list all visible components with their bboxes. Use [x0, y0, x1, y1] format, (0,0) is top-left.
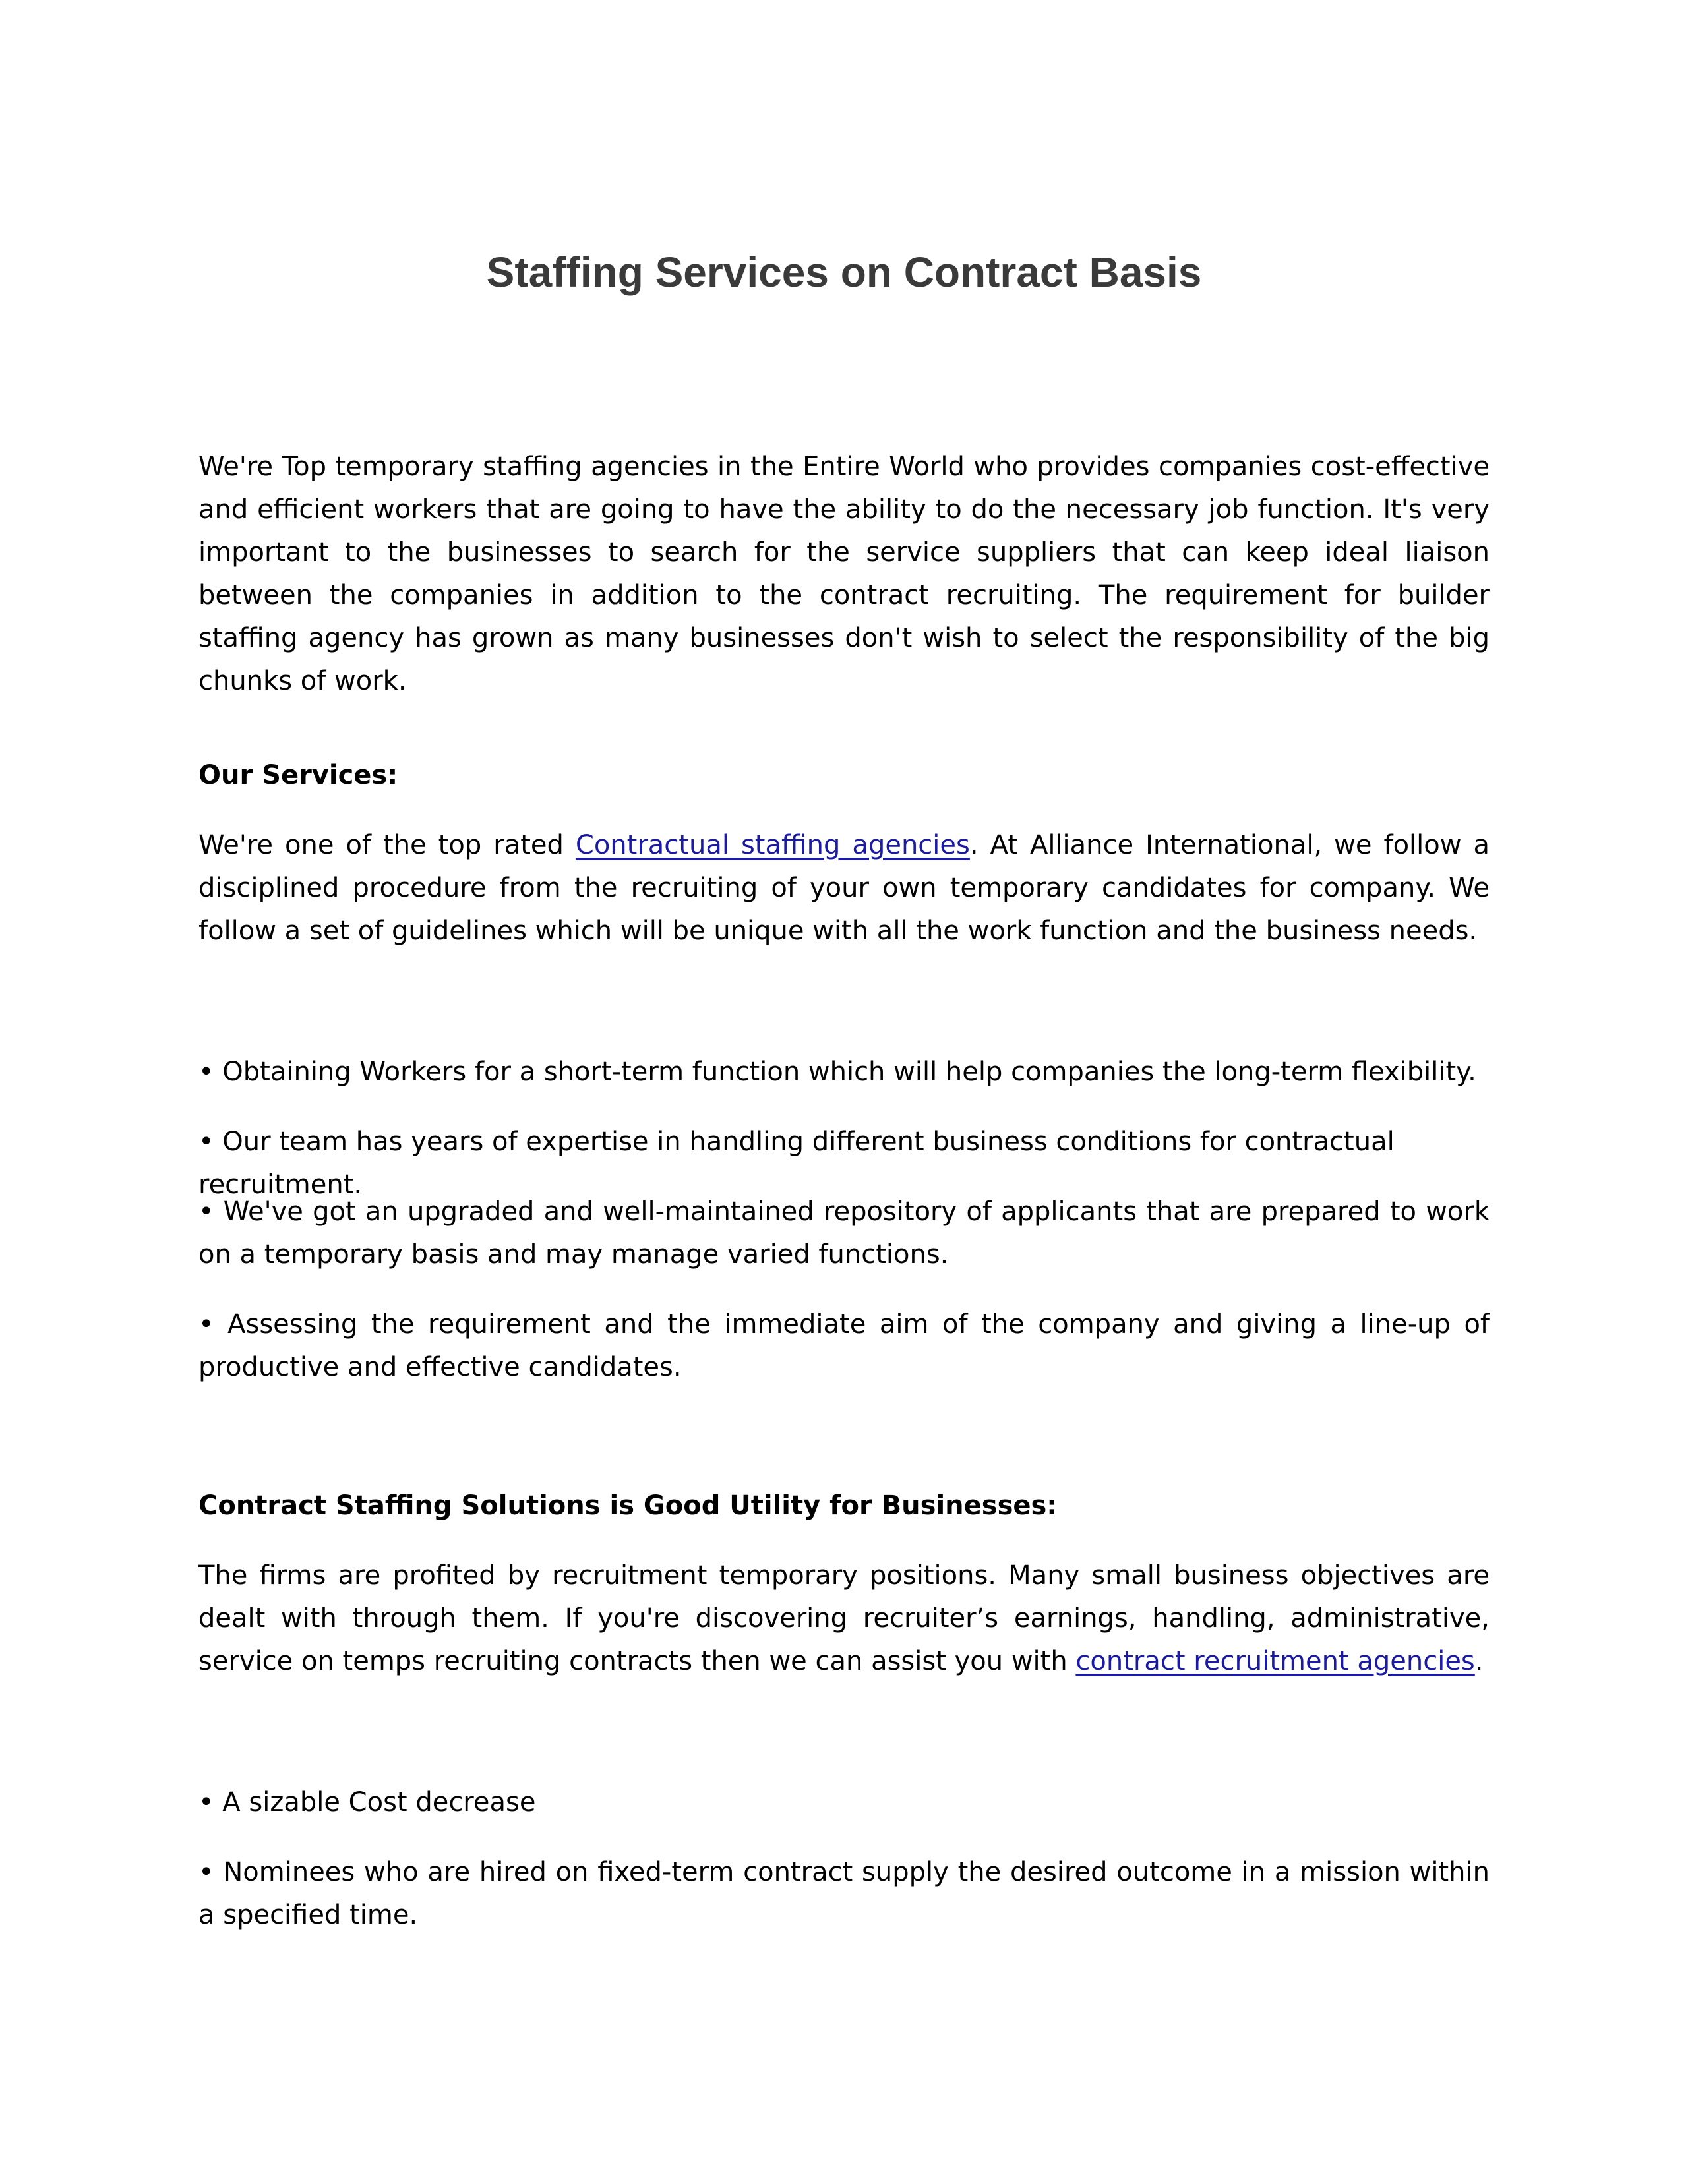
utility-text-after-link: . — [1474, 1646, 1484, 1676]
contractual-staffing-agencies-link[interactable]: Contractual staffing agencies — [575, 830, 970, 860]
services-bullet-4: • Assessing the requirement and the immediate aim of the company and giving a line-up of productive and effective candidates. — [198, 1309, 1490, 1382]
services-bullet-1: • Obtaining Workers for a short-term function which will help companies the long-term flexibility. — [198, 1057, 1476, 1087]
intro-paragraph: We're Top temporary staffing agencies in the Entire World who provides companies cost-effective and efficient workers that are going to have the ability to do the necessary job function. It's very important to the businesses to search for the service suppliers that can keep ideal liaison between the companies in addition to the contract recruiting. The requirement for builder staffing agency has grown as many businesses don't wish to select the responsibility of the big chunks of work. — [198, 452, 1490, 696]
utility-paragraph — [198, 1554, 1490, 1683]
services-paragraph — [198, 824, 1490, 953]
utility-bullet-2: • Nominees who are hired on fixed-term contract supply the desired outcome in a mission within a specified time. — [198, 1857, 1490, 1930]
services-text-after-link: . At Alliance International, we follow a disciplined procedure from the recruiting of your own temporary candidates for company. We follow a set of guidelines which will be unique with all the work function and the business needs. — [198, 830, 1490, 946]
document-title: Staffing Services on Contract Basis — [486, 249, 1202, 296]
services-heading: Our Services: — [198, 760, 398, 790]
contract-recruitment-agencies-link[interactable]: contract recruitment agencies — [1075, 1646, 1475, 1676]
services-bullet-3: • We've got an upgraded and well-maintained repository of applicants that are prepared to work on a temporary basis and may manage varied functions. — [198, 1196, 1490, 1270]
services-bullet-2: • Our team has years of expertise in handling different business conditions for contractual recruitment. — [198, 1127, 1395, 1200]
utility-bullet-1: • A sizable Cost decrease — [198, 1787, 536, 1817]
utility-heading: Contract Staffing Solutions is Good Utility for Businesses: — [198, 1490, 1058, 1521]
utility-text-before-link: The firms are profited by recruitment temporary positions. Many small business objectives are dealt with through them. If you're discovering recruiter’s earnings, handling, administrative, service on temps recruiting contracts then we can assist you with — [198, 1560, 1490, 1676]
services-text-before-link: We're one of the top rated — [198, 830, 576, 860]
